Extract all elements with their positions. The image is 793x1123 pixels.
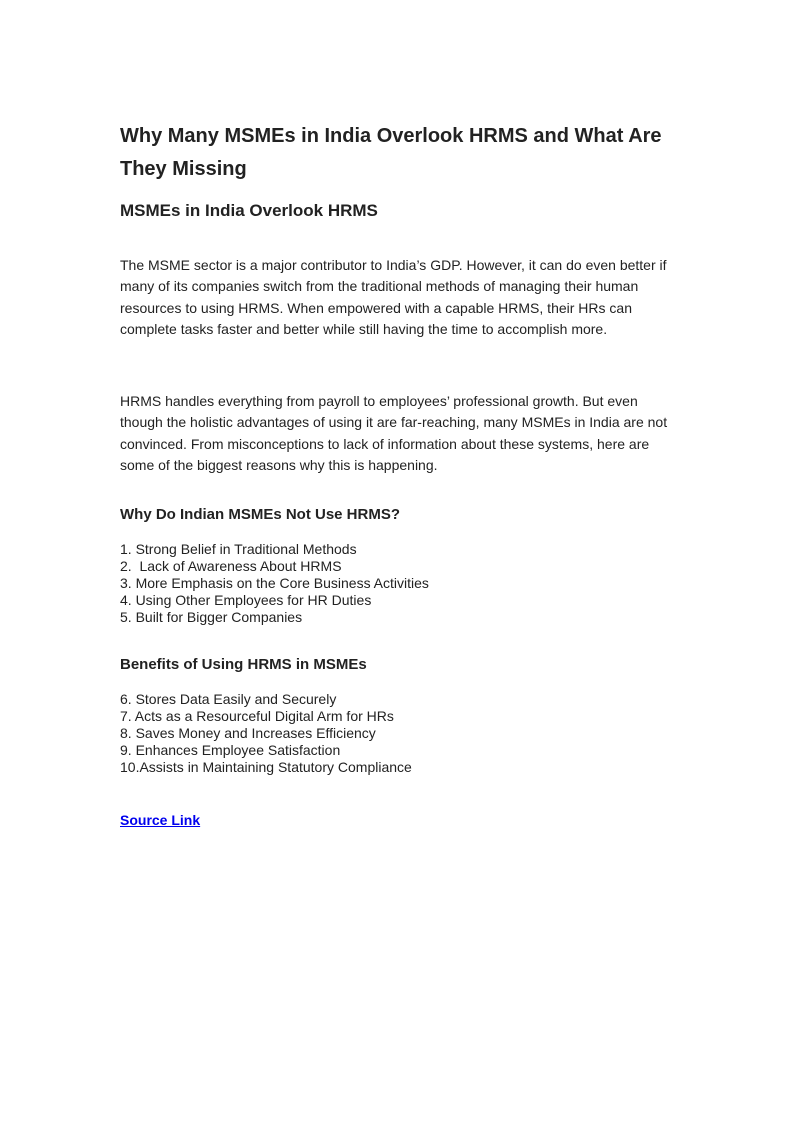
list-item: 8. Saves Money and Increases Efficiency [120, 725, 376, 741]
source-link[interactable]: Source Link [120, 812, 201, 828]
list-item: 6. Stores Data Easily and Securely [120, 691, 337, 707]
body-paragraph: HRMS handles everything from payroll to employees’ professional growth. But even though the holistic advantages of using it are far-reaching, many MSMEs in India are not convinced. From misconceptions to lack of information about these systems, here are some of the biggest reasons why this is happening. [120, 393, 668, 474]
page-subtitle: MSMEs in India Overlook HRMS [120, 201, 378, 220]
list-item: 7. Acts as a Resourceful Digital Arm for HRs [120, 708, 394, 724]
list-item: 4. Using Other Employees for HR Duties [120, 592, 372, 608]
reasons-list [120, 541, 429, 626]
benefits-list [120, 691, 412, 776]
list-item: 5. Built for Bigger Companies [120, 609, 303, 625]
list-item: 2. Lack of Awareness About HRMS [120, 558, 342, 574]
list-item: 1. Strong Belief in Traditional Methods [120, 541, 357, 557]
section-heading-reasons: Why Do Indian MSMEs Not Use HRMS? [120, 506, 401, 523]
list-item: 9. Enhances Employee Satisfaction [120, 742, 341, 758]
page-title: Why Many MSMEs in India Overlook HRMS and What Are They Missing [120, 125, 662, 180]
list-item: 3. More Emphasis on the Core Business Activities [120, 575, 429, 591]
section-heading-benefits: Benefits of Using HRMS in MSMEs [120, 656, 367, 673]
list-item: 10.Assists in Maintaining Statutory Compliance [120, 759, 412, 775]
intro-paragraph: The MSME sector is a major contributor to India’s GDP. However, it can do even better if many of its companies switch from the traditional methods of managing their human resources to using HRMS. When empowered with a capable HRMS, their HRs can complete tasks faster and better while still having the time to accomplish more. [120, 257, 667, 338]
